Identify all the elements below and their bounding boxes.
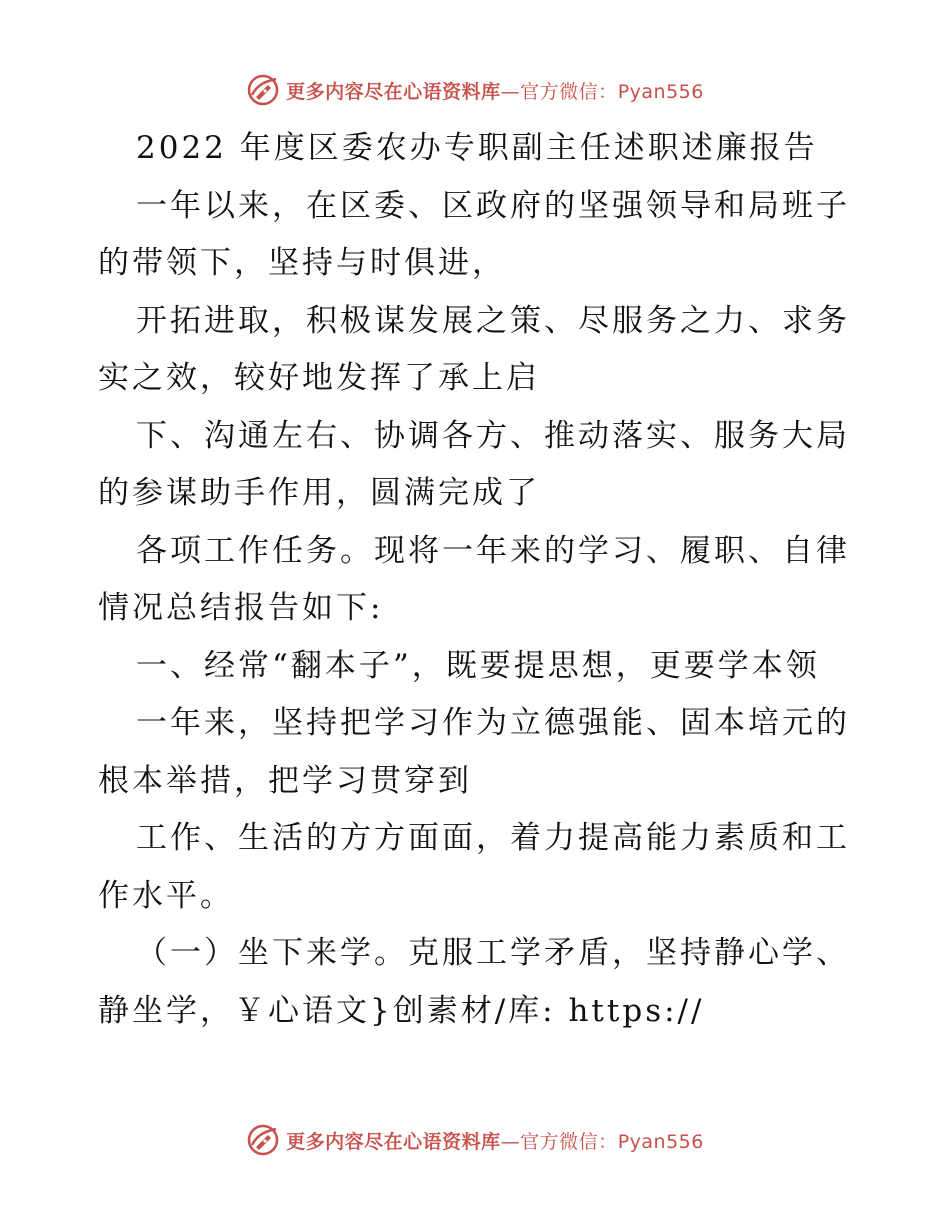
banner-wechat-id: Pyan556: [617, 1130, 704, 1153]
banner-wechat-label: 官方微信：: [520, 1130, 618, 1153]
banner-separator: —: [500, 80, 521, 103]
paragraph-line: 静坐学，￥心语文}创素材/库: https://: [98, 992, 705, 1029]
paragraph-line: 开拓进取，积极谋发展之策、尽服务之力、求务: [136, 302, 850, 339]
pen-nib-circle-icon: [246, 1123, 280, 1157]
paragraph-line: 一年以来，在区委、区政府的坚强领导和局班子: [136, 187, 850, 224]
paragraph-line: 作水平。: [98, 877, 234, 914]
pen-nib-circle-icon: [246, 73, 280, 107]
header-banner: [0, 70, 950, 110]
banner-wechat-label: 官方微信：: [520, 80, 618, 103]
banner-wechat-id: Pyan556: [617, 80, 704, 103]
footer-banner: [0, 1120, 950, 1160]
paragraph-line: 的参谋助手作用，圆满完成了: [98, 475, 540, 511]
paragraph-line: 实之效，较好地发挥了承上启: [98, 360, 540, 396]
paragraph-line: 根本举措，把学习贯穿到: [98, 762, 472, 799]
section-heading: 一、经常“翻本子”，既要提思想，更要学本领: [136, 647, 820, 684]
subsection-line: （一）坐下来学。克服工学矛盾，坚持静心学、: [136, 935, 850, 971]
banner-text: [286, 1127, 704, 1154]
banner-site-name: 更多内容尽在心语资料库: [286, 80, 501, 103]
paragraph-line: 情况总结报告如下:: [98, 590, 384, 626]
paragraph-line: 一年来，坚持把学习作为立德强能、固本培元的: [136, 705, 850, 741]
banner-separator: —: [500, 1130, 521, 1153]
banner-text: [286, 77, 704, 104]
paragraph-line: 下、沟通左右、协调各方、推动落实、服务大局: [136, 417, 850, 454]
document-body: [98, 120, 858, 1040]
banner-site-name: 更多内容尽在心语资料库: [286, 1130, 501, 1153]
paragraph-line: 工作、生活的方方面面，着力提高能力素质和工: [136, 820, 850, 856]
paragraph-line: 各项工作任务。现将一年来的学习、履职、自律: [136, 532, 850, 569]
paragraph-line: 的带领下，坚持与时俱进，: [98, 245, 506, 281]
document-title: 2022 年度区委农办专职副主任述职述廉报告: [136, 130, 818, 166]
